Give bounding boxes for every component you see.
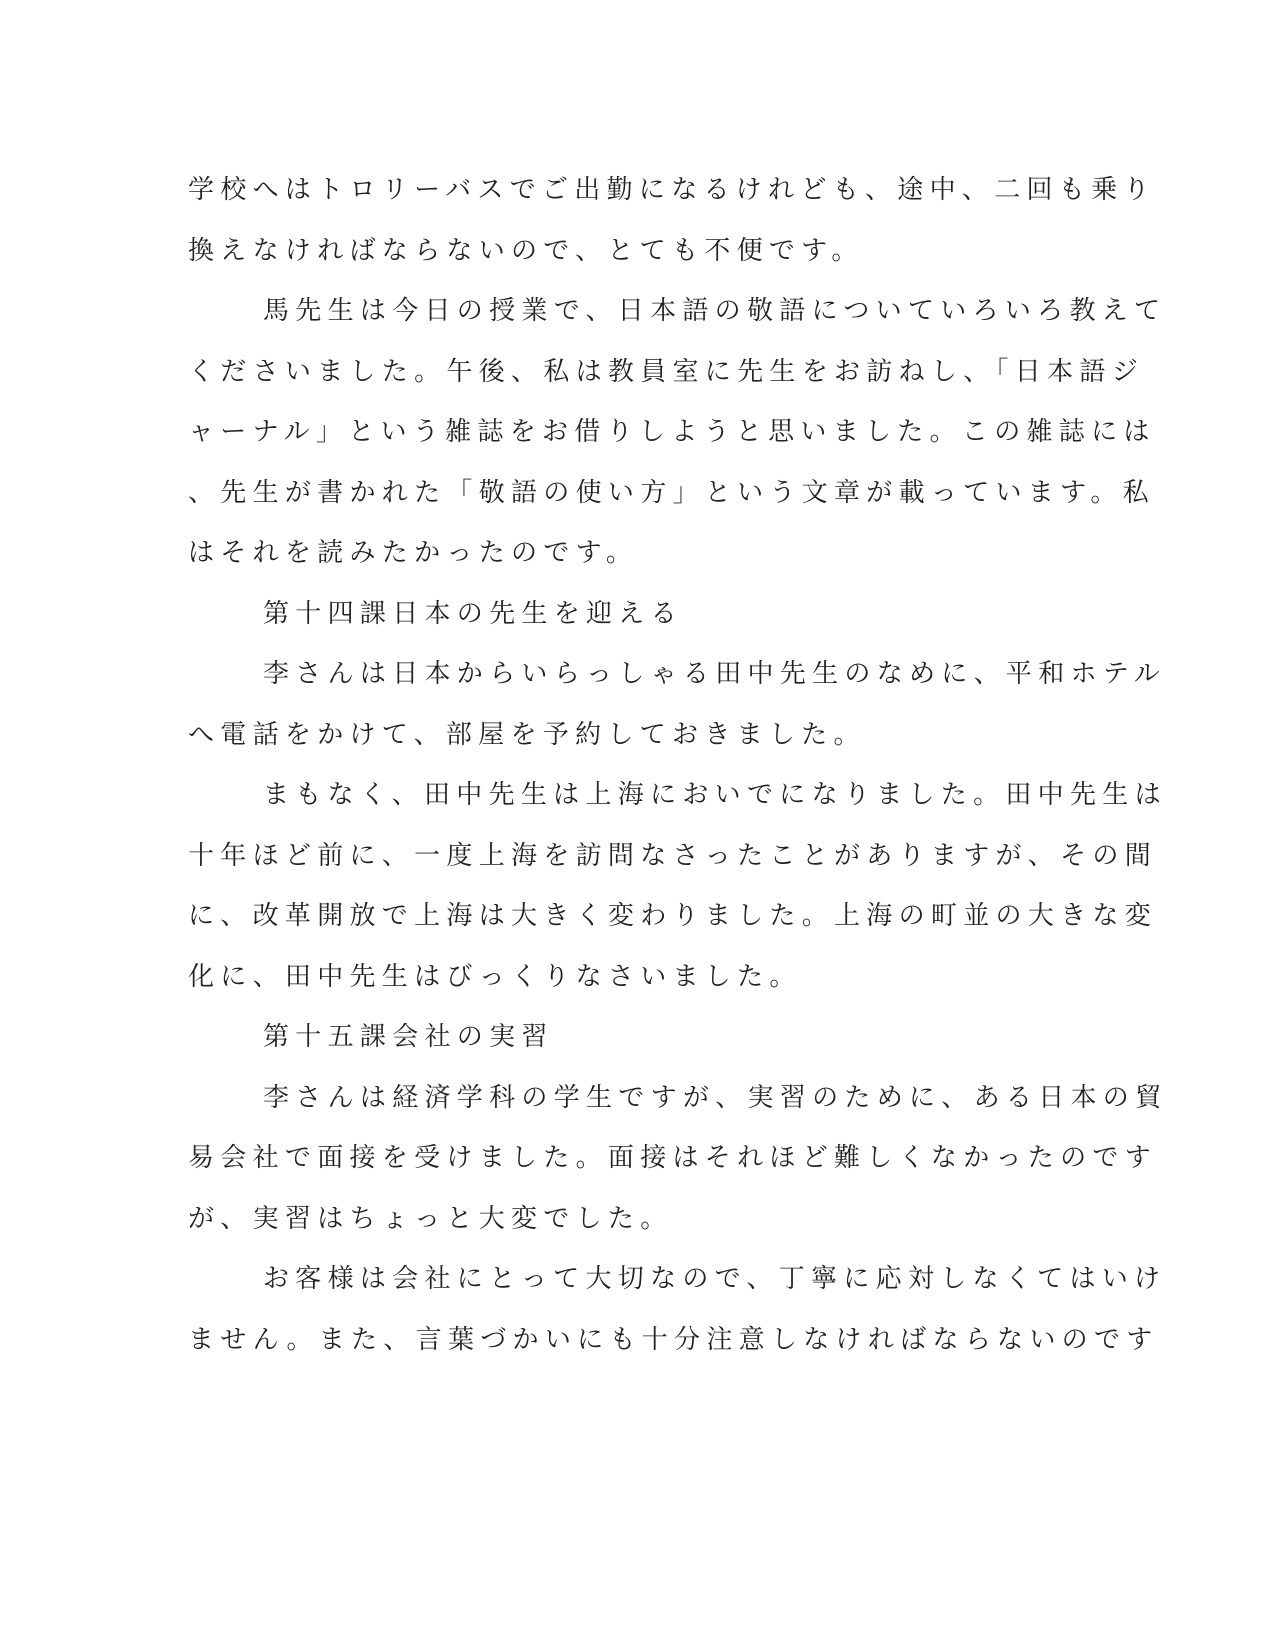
paragraph-start-line: 李さんは日本からいらっしゃる田中先生のなめに、平和ホテル	[263, 659, 1167, 689]
text-line: 換えなければならないので、とても不便です。	[188, 235, 864, 266]
text-line: が、実習はちょっと大変でした。	[188, 1203, 673, 1234]
text-line: 学校へはトロリーバスでご出勤になるけれども、途中、二回も乗り	[188, 175, 1156, 205]
paragraph-start-line: 李さんは経済学科の学生ですが、実習のために、ある日本の貿	[263, 1082, 1168, 1113]
text-line: ません。また、言葉づかいにも十分注意しなければならないのです	[188, 1324, 1159, 1355]
text-line: 、先生が書かれた「敬語の使い方」という文章が載っています。私	[188, 477, 1155, 508]
lesson-heading: 第十四課日本の先生を迎える	[263, 598, 683, 629]
paragraph-start-line: お客様は会社にとって大切なので、丁寧に応対しなくてはいけ	[263, 1264, 1167, 1294]
lesson-heading: 第十五課会社の実習	[263, 1022, 554, 1052]
paragraph-start-line: まもなく、田中先生は上海においでになりました。田中先生は	[263, 780, 1167, 810]
text-line: はそれを読みたかったのです。	[188, 538, 639, 568]
text-line: に、改革開放で上海は大きく変わりました。上海の町並の大きな変	[188, 901, 1158, 931]
document-body	[188, 160, 1168, 1370]
text-line: 十年ほど前に、一度上海を訪問なさったことがありますが、その間	[188, 840, 1158, 871]
text-line: 易会社で面接を受けました。面接はそれほど難しくなかったのです	[188, 1143, 1158, 1173]
text-line: くださいました。午後、私は教員室に先生をお訪ねし、「日本語ジ	[188, 356, 1145, 387]
text-line: 化に、田中先生はびっくりなさいました。	[188, 961, 802, 992]
text-line: ャーナル」という雑誌をお借りしようと思いました。この雑誌には	[188, 417, 1156, 447]
text-line: へ電話をかけて、部屋を予約しておきました。	[188, 719, 866, 750]
paragraph-start-line: 馬先生は今日の授業で、日本語の敬語についていろいろ教えて	[263, 296, 1167, 326]
